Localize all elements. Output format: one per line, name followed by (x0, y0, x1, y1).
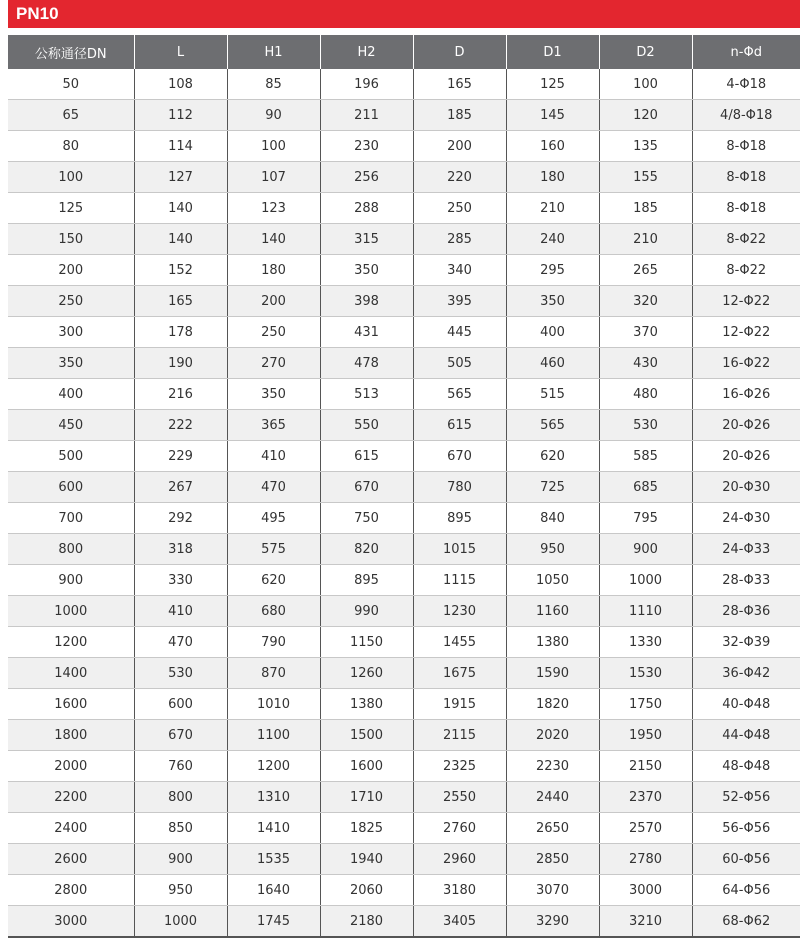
table-cell: 350 (8, 348, 134, 379)
table-cell: 250 (227, 317, 320, 348)
table-cell: 2800 (8, 875, 134, 906)
table-cell: 670 (134, 720, 227, 751)
table-cell: 700 (8, 503, 134, 534)
table-cell: 950 (506, 534, 599, 565)
column-header: D (413, 35, 506, 69)
table-cell: 760 (134, 751, 227, 782)
table-row (8, 627, 800, 658)
table-cell: 3180 (413, 875, 506, 906)
table-cell: 1940 (320, 844, 413, 875)
table-cell: 40-Φ48 (692, 689, 800, 720)
table-cell: 900 (134, 844, 227, 875)
table-cell: 28-Φ36 (692, 596, 800, 627)
table-cell: 229 (134, 441, 227, 472)
table-cell: 8-Φ18 (692, 131, 800, 162)
table-row (8, 100, 800, 131)
table-cell: 1820 (506, 689, 599, 720)
table-cell: 1000 (8, 596, 134, 627)
table-cell: 1200 (227, 751, 320, 782)
table-cell: 28-Φ33 (692, 565, 800, 596)
column-header: D2 (599, 35, 692, 69)
table-row (8, 317, 800, 348)
table-cell: 2000 (8, 751, 134, 782)
table-cell: 470 (227, 472, 320, 503)
table-cell: 900 (8, 565, 134, 596)
table-cell: 265 (599, 255, 692, 286)
table-row (8, 131, 800, 162)
table-row (8, 472, 800, 503)
table-cell: 990 (320, 596, 413, 627)
table-row (8, 441, 800, 472)
table-cell: 1675 (413, 658, 506, 689)
table-cell: 8-Φ18 (692, 162, 800, 193)
table-cell: 565 (506, 410, 599, 441)
table-cell: 140 (227, 224, 320, 255)
table-cell: 515 (506, 379, 599, 410)
table-cell: 180 (506, 162, 599, 193)
table-row (8, 410, 800, 441)
table-cell: 1410 (227, 813, 320, 844)
table-cell: 196 (320, 69, 413, 100)
table-cell: 870 (227, 658, 320, 689)
table-cell: 165 (413, 69, 506, 100)
table-cell: 620 (506, 441, 599, 472)
table-cell: 1750 (599, 689, 692, 720)
table-row (8, 751, 800, 782)
table-cell: 216 (134, 379, 227, 410)
table-cell: 950 (134, 875, 227, 906)
table-cell: 60-Φ56 (692, 844, 800, 875)
table-cell: 400 (8, 379, 134, 410)
table-cell: 318 (134, 534, 227, 565)
table-cell: 1455 (413, 627, 506, 658)
table-row (8, 689, 800, 720)
table-cell: 125 (8, 193, 134, 224)
table-cell: 140 (134, 224, 227, 255)
table-cell: 2150 (599, 751, 692, 782)
table-cell: 1000 (134, 906, 227, 938)
table-cell: 8-Φ22 (692, 255, 800, 286)
table-cell: 1535 (227, 844, 320, 875)
table-cell: 24-Φ30 (692, 503, 800, 534)
column-header: L (134, 35, 227, 69)
table-cell: 2370 (599, 782, 692, 813)
table-cell: 16-Φ26 (692, 379, 800, 410)
table-cell: 1015 (413, 534, 506, 565)
table-cell: 2115 (413, 720, 506, 751)
table-cell: 1310 (227, 782, 320, 813)
table-cell: 4-Φ18 (692, 69, 800, 100)
table-cell: 670 (320, 472, 413, 503)
table-cell: 350 (320, 255, 413, 286)
table-cell: 178 (134, 317, 227, 348)
table-cell: 2440 (506, 782, 599, 813)
table-cell: 1230 (413, 596, 506, 627)
table-cell: 370 (599, 317, 692, 348)
table-cell: 8-Φ22 (692, 224, 800, 255)
table-cell: 1825 (320, 813, 413, 844)
table-row (8, 503, 800, 534)
column-header: n-Φd (692, 35, 800, 69)
table-cell: 2400 (8, 813, 134, 844)
table-row (8, 875, 800, 906)
table-cell: 2600 (8, 844, 134, 875)
table-cell: 3070 (506, 875, 599, 906)
column-header: H1 (227, 35, 320, 69)
table-cell: 470 (134, 627, 227, 658)
pressure-rating-title: PN10 (8, 0, 800, 28)
table-cell: 295 (506, 255, 599, 286)
table-cell: 445 (413, 317, 506, 348)
table-cell: 1260 (320, 658, 413, 689)
table-cell: 270 (227, 348, 320, 379)
table-cell: 256 (320, 162, 413, 193)
table-cell: 685 (599, 472, 692, 503)
table-cell: 288 (320, 193, 413, 224)
table-cell: 24-Φ33 (692, 534, 800, 565)
table-cell: 285 (413, 224, 506, 255)
table-cell: 1115 (413, 565, 506, 596)
table-cell: 780 (413, 472, 506, 503)
table-cell: 1950 (599, 720, 692, 751)
table-cell: 150 (8, 224, 134, 255)
table-cell: 3405 (413, 906, 506, 938)
table-cell: 3000 (8, 906, 134, 938)
table-cell: 123 (227, 193, 320, 224)
table-cell: 2550 (413, 782, 506, 813)
table-cell: 155 (599, 162, 692, 193)
table-cell: 615 (320, 441, 413, 472)
table-cell: 152 (134, 255, 227, 286)
table-row (8, 906, 800, 938)
table-cell: 1745 (227, 906, 320, 938)
table-cell: 2060 (320, 875, 413, 906)
table-cell: 1380 (320, 689, 413, 720)
table-cell: 680 (227, 596, 320, 627)
table-cell: 107 (227, 162, 320, 193)
table-cell: 52-Φ56 (692, 782, 800, 813)
table-cell: 2760 (413, 813, 506, 844)
table-cell: 790 (227, 627, 320, 658)
table-cell: 3000 (599, 875, 692, 906)
table-cell: 16-Φ22 (692, 348, 800, 379)
table-cell: 120 (599, 100, 692, 131)
table-cell: 513 (320, 379, 413, 410)
table-cell: 1200 (8, 627, 134, 658)
table-cell: 800 (8, 534, 134, 565)
table-cell: 2780 (599, 844, 692, 875)
table-cell: 1380 (506, 627, 599, 658)
spec-sheet (8, 0, 800, 938)
table-cell: 410 (134, 596, 227, 627)
table-cell: 180 (227, 255, 320, 286)
table-cell: 340 (413, 255, 506, 286)
table-row (8, 193, 800, 224)
table-cell: 840 (506, 503, 599, 534)
table-cell: 350 (506, 286, 599, 317)
table-cell: 1150 (320, 627, 413, 658)
table-cell: 100 (227, 131, 320, 162)
table-cell: 200 (413, 131, 506, 162)
table-cell: 220 (413, 162, 506, 193)
table-cell: 100 (599, 69, 692, 100)
table-header (8, 35, 800, 69)
table-cell: 895 (320, 565, 413, 596)
table-cell: 1800 (8, 720, 134, 751)
table-cell: 32-Φ39 (692, 627, 800, 658)
table-cell: 1915 (413, 689, 506, 720)
table-cell: 495 (227, 503, 320, 534)
table-row (8, 348, 800, 379)
table-cell: 125 (506, 69, 599, 100)
table-cell: 1600 (8, 689, 134, 720)
table-cell: 615 (413, 410, 506, 441)
table-cell: 1050 (506, 565, 599, 596)
table-cell: 2960 (413, 844, 506, 875)
table-row (8, 782, 800, 813)
table-cell: 140 (134, 193, 227, 224)
table-cell: 600 (134, 689, 227, 720)
table-cell: 460 (506, 348, 599, 379)
table-cell: 2850 (506, 844, 599, 875)
table-cell: 80 (8, 131, 134, 162)
table-cell: 620 (227, 565, 320, 596)
column-header: 公称通径DN (8, 35, 134, 69)
table-cell: 114 (134, 131, 227, 162)
column-header: H2 (320, 35, 413, 69)
table-cell: 330 (134, 565, 227, 596)
table-cell: 250 (413, 193, 506, 224)
table-cell: 12-Φ22 (692, 317, 800, 348)
table-row (8, 379, 800, 410)
table-cell: 1010 (227, 689, 320, 720)
table-cell: 112 (134, 100, 227, 131)
table-cell: 2325 (413, 751, 506, 782)
table-cell: 56-Φ56 (692, 813, 800, 844)
table-cell: 500 (8, 441, 134, 472)
table-cell: 850 (134, 813, 227, 844)
table-cell: 50 (8, 69, 134, 100)
table-cell: 222 (134, 410, 227, 441)
table-cell: 250 (8, 286, 134, 317)
table-cell: 750 (320, 503, 413, 534)
table-cell: 267 (134, 472, 227, 503)
table-cell: 20-Φ30 (692, 472, 800, 503)
table-cell: 530 (599, 410, 692, 441)
table-cell: 350 (227, 379, 320, 410)
table-cell: 3210 (599, 906, 692, 938)
table-cell: 230 (320, 131, 413, 162)
table-cell: 160 (506, 131, 599, 162)
table-body (8, 69, 800, 937)
table-cell: 8-Φ18 (692, 193, 800, 224)
table-cell: 725 (506, 472, 599, 503)
table-cell: 2230 (506, 751, 599, 782)
table-cell: 800 (134, 782, 227, 813)
table-cell: 365 (227, 410, 320, 441)
table-cell: 90 (227, 100, 320, 131)
table-cell: 135 (599, 131, 692, 162)
table-cell: 185 (599, 193, 692, 224)
table-cell: 1500 (320, 720, 413, 751)
table-cell: 1590 (506, 658, 599, 689)
table-cell: 565 (413, 379, 506, 410)
table-cell: 64-Φ56 (692, 875, 800, 906)
table-row (8, 565, 800, 596)
table-cell: 108 (134, 69, 227, 100)
table-row (8, 69, 800, 100)
table-cell: 1160 (506, 596, 599, 627)
table-cell: 395 (413, 286, 506, 317)
table-cell: 670 (413, 441, 506, 472)
table-row (8, 596, 800, 627)
table-cell: 3290 (506, 906, 599, 938)
table-cell: 12-Φ22 (692, 286, 800, 317)
table-cell: 2650 (506, 813, 599, 844)
table-row (8, 286, 800, 317)
table-cell: 200 (227, 286, 320, 317)
table-cell: 550 (320, 410, 413, 441)
table-row (8, 844, 800, 875)
table-cell: 2180 (320, 906, 413, 938)
table-cell: 1330 (599, 627, 692, 658)
table-cell: 600 (8, 472, 134, 503)
table-cell: 505 (413, 348, 506, 379)
table-cell: 478 (320, 348, 413, 379)
table-cell: 895 (413, 503, 506, 534)
table-cell: 900 (599, 534, 692, 565)
table-cell: 320 (599, 286, 692, 317)
table-row (8, 658, 800, 689)
table-cell: 1710 (320, 782, 413, 813)
table-cell: 4/8-Φ18 (692, 100, 800, 131)
table-row (8, 255, 800, 286)
table-cell: 315 (320, 224, 413, 255)
header-row (8, 35, 800, 69)
table-cell: 400 (506, 317, 599, 348)
table-cell: 585 (599, 441, 692, 472)
table-cell: 145 (506, 100, 599, 131)
table-cell: 1100 (227, 720, 320, 751)
table-cell: 44-Φ48 (692, 720, 800, 751)
table-cell: 48-Φ48 (692, 751, 800, 782)
table-cell: 165 (134, 286, 227, 317)
table-row (8, 813, 800, 844)
table-cell: 185 (413, 100, 506, 131)
table-cell: 292 (134, 503, 227, 534)
table-cell: 431 (320, 317, 413, 348)
table-cell: 100 (8, 162, 134, 193)
table-cell: 240 (506, 224, 599, 255)
table-cell: 430 (599, 348, 692, 379)
table-cell: 20-Φ26 (692, 410, 800, 441)
table-cell: 820 (320, 534, 413, 565)
table-cell: 210 (599, 224, 692, 255)
table-cell: 300 (8, 317, 134, 348)
table-row (8, 162, 800, 193)
table-row (8, 534, 800, 565)
table-cell: 65 (8, 100, 134, 131)
table-cell: 85 (227, 69, 320, 100)
table-cell: 36-Φ42 (692, 658, 800, 689)
table-cell: 410 (227, 441, 320, 472)
table-cell: 1110 (599, 596, 692, 627)
dimension-table (8, 35, 800, 938)
table-cell: 2570 (599, 813, 692, 844)
table-cell: 210 (506, 193, 599, 224)
table-cell: 190 (134, 348, 227, 379)
table-cell: 530 (134, 658, 227, 689)
table-cell: 575 (227, 534, 320, 565)
table-cell: 200 (8, 255, 134, 286)
table-cell: 1400 (8, 658, 134, 689)
table-row (8, 720, 800, 751)
table-cell: 127 (134, 162, 227, 193)
table-cell: 1600 (320, 751, 413, 782)
table-cell: 2200 (8, 782, 134, 813)
table-cell: 795 (599, 503, 692, 534)
table-cell: 398 (320, 286, 413, 317)
table-cell: 1000 (599, 565, 692, 596)
column-header: D1 (506, 35, 599, 69)
table-cell: 1530 (599, 658, 692, 689)
table-cell: 20-Φ26 (692, 441, 800, 472)
table-cell: 480 (599, 379, 692, 410)
table-cell: 68-Φ62 (692, 906, 800, 938)
table-cell: 450 (8, 410, 134, 441)
table-row (8, 224, 800, 255)
table-cell: 211 (320, 100, 413, 131)
table-cell: 1640 (227, 875, 320, 906)
table-cell: 2020 (506, 720, 599, 751)
